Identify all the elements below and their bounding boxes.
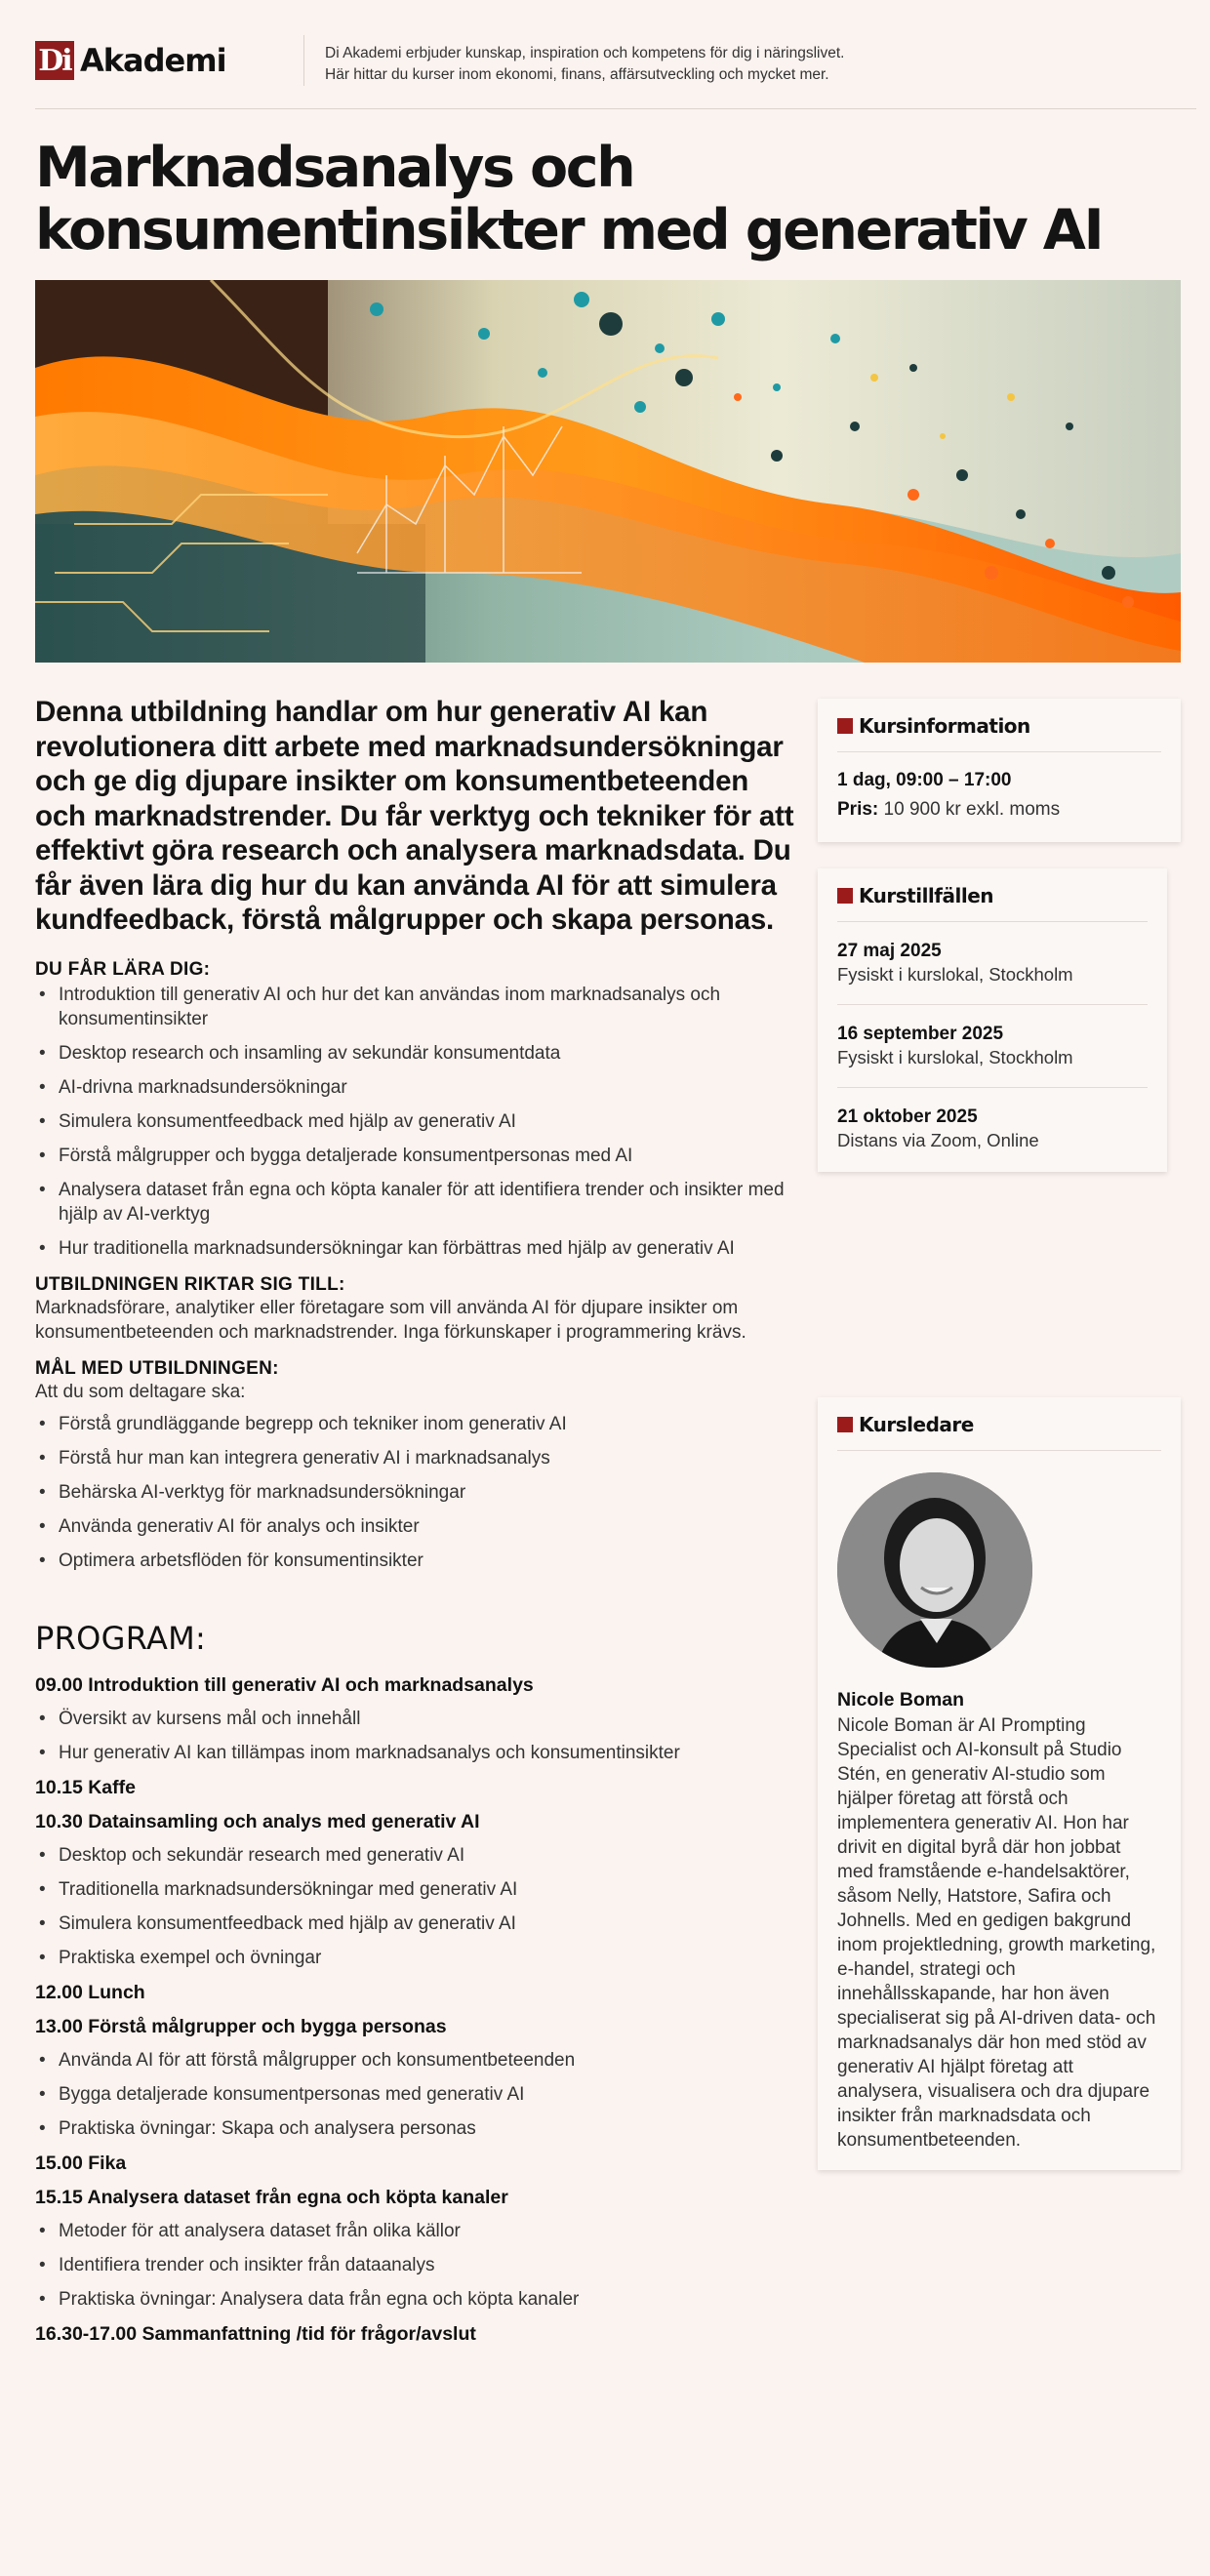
list-item: • Hur generativ AI kan tillämpas inom marknadsanalys och konsumentinsikter — [35, 1741, 796, 1765]
program-title: PROGRAM: — [35, 1619, 207, 1657]
program-block — [35, 1982, 796, 2004]
program-block — [35, 2187, 796, 2312]
occasion-item[interactable] — [837, 1005, 1148, 1088]
program-block — [35, 2153, 796, 2175]
occasion-date: 27 maj 2025 — [837, 941, 942, 961]
program-time-heading: 13.00 Förstå målgrupper och bygga personas — [35, 2015, 447, 2037]
program-time-heading: 10.30 Datainsamling och analys med generativ AI — [35, 1810, 480, 1832]
header-tagline — [325, 43, 844, 86]
program-time-heading: 15.15 Analysera dataset från egna och köpta kanaler — [35, 2186, 508, 2208]
occasion-date: 16 september 2025 — [837, 1024, 1004, 1044]
audience-heading: UTBILDNINGEN RIKTAR SIG TILL: — [35, 1273, 345, 1295]
list-item: • Förstå grundläggande begrepp och tekniker inom generativ AI — [35, 1412, 796, 1436]
list-item: • AI-drivna marknadsundersökningar — [35, 1075, 796, 1100]
program-time-heading: 12.00 Lunch — [35, 1981, 145, 2003]
program-block — [35, 1811, 796, 1970]
list-item: • Analysera dataset från egna och köpta kanaler för att identifiera trender och insikter med hjälp av AI-verktyg — [35, 1178, 796, 1227]
audience-text: Marknadsförare, analytiker eller företagare som vill använda AI för djupare insikter om konsumentbeteenden och marknadstrender. Inga förkunskaper i programmering krävs. — [35, 1297, 746, 1343]
program-time-heading: 09.00 Introduktion till generativ AI och marknadsanalys — [35, 1673, 534, 1696]
goals-intro: Att du som deltagare ska: — [35, 1381, 246, 1402]
logo-mark: Di — [35, 41, 74, 80]
course-duration: 1 dag, 09:00 – 17:00 — [837, 770, 1012, 790]
program-block — [35, 1674, 796, 1765]
program-time-heading: 16.30-17.00 Sammanfattning /tid för frågor/avslut — [35, 2322, 476, 2345]
list-item: • Praktiska övningar: Analysera data från egna och köpta kanaler — [35, 2287, 796, 2312]
program-block — [35, 1777, 796, 1799]
card-header — [837, 714, 1161, 752]
list-item: • Introduktion till generativ AI och hur det kan användas inom marknadsanalys och konsumentinsikter — [35, 983, 796, 1031]
list-item: • Simulera konsumentfeedback med hjälp av generativ AI — [35, 1109, 796, 1134]
red-square-icon — [837, 718, 853, 734]
list-item: • Hur traditionella marknadsundersökningar kan förbättras med hjälp av generativ AI — [35, 1236, 796, 1261]
list-item: • Desktop och sekundär research med generativ AI — [35, 1843, 796, 1868]
course-info-card — [818, 699, 1181, 842]
tagline-line-1: Di Akademi erbjuder kunskap, inspiration och kompetens för dig i näringslivet. — [325, 45, 845, 61]
goals-list — [35, 1412, 796, 1573]
course-occasions-card — [818, 868, 1167, 1172]
program-time-heading: 15.00 Fika — [35, 2152, 127, 2174]
card-title: Kursinformation — [859, 714, 1030, 738]
hero-image — [35, 280, 1181, 663]
logo-text: Akademi — [80, 42, 226, 79]
list-item: • Förstå målgrupper och bygga detaljerade konsumentpersonas med AI — [35, 1144, 796, 1168]
course-description — [35, 695, 796, 2357]
list-item: • Använda generativ AI för analys och insikter — [35, 1514, 796, 1539]
occasion-place: Fysiskt i kurslokal, Stockholm — [837, 964, 1073, 985]
learn-heading: DU FÅR LÄRA DIG: — [35, 958, 211, 980]
program-block — [35, 2016, 796, 2141]
list-item: • Simulera konsumentfeedback med hjälp av generativ AI — [35, 1912, 796, 1936]
list-item: • Metoder för att analysera dataset från olika källor — [35, 2219, 796, 2243]
list-item: • Behärska AI-verktyg för marknadsundersökningar — [35, 1480, 796, 1505]
occasion-place: Distans via Zoom, Online — [837, 1130, 1039, 1150]
list-item: • Traditionella marknadsundersökningar med generativ AI — [35, 1877, 796, 1902]
course-leader-card — [818, 1397, 1181, 2170]
occasion-item[interactable] — [837, 922, 1148, 1005]
occasion-item[interactable] — [837, 1088, 1148, 1154]
lead-paragraph: Denna utbildning handlar om hur generativ AI kan revolutionera ditt arbete med marknadsundersökningar och ge dig djupare insikter om konsumentbeteenden och marknadstrender. Du får verktyg och tekniker för att effektivt göra research och analysera marknadsdata. Du får även lära dig hur du kan använda AI för att simulera kundfeedback, förstå målgrupper och skapa personas. — [35, 696, 794, 936]
card-title: Kursledare — [859, 1413, 974, 1436]
site-header — [35, 29, 1196, 109]
program-block — [35, 2323, 796, 2346]
list-item: • Översikt av kursens mål och innehåll — [35, 1707, 796, 1731]
list-item: • Desktop research och insamling av sekundär konsumentdata — [35, 1041, 796, 1066]
list-item: • Optimera arbetsflöden för konsumentinsikter — [35, 1549, 796, 1573]
course-price: Pris: 10 900 kr exkl. moms — [837, 799, 1061, 820]
red-square-icon — [837, 1417, 853, 1432]
page-title: Marknadsanalys och konsumentinsikter med generativ AI — [35, 136, 1103, 262]
list-item: • Förstå hur man kan integrera generativ AI i marknadsanalys — [35, 1446, 796, 1470]
card-header — [837, 1413, 1161, 1451]
list-item: • Praktiska övningar: Skapa och analysera personas — [35, 2116, 796, 2141]
tagline-line-2: Här hittar du kurser inom ekonomi, finans, affärsutveckling och mycket mer. — [325, 66, 829, 83]
goals-heading: MÅL MED UTBILDNINGEN: — [35, 1357, 279, 1379]
leader-name: Nicole Boman — [837, 1689, 965, 1711]
header-divider — [303, 35, 304, 86]
occasion-date: 21 oktober 2025 — [837, 1107, 978, 1127]
card-header — [837, 884, 1148, 922]
list-item: • Praktiska exempel och övningar — [35, 1946, 796, 1970]
program-time-heading: 10.15 Kaffe — [35, 1776, 136, 1798]
leader-avatar — [837, 1472, 1032, 1668]
di-akademi-logo[interactable] — [35, 41, 226, 80]
list-item: • Bygga detaljerade konsumentpersonas med generativ AI — [35, 2082, 796, 2107]
card-title: Kurstillfällen — [859, 884, 993, 907]
list-item: • Använda AI för att förstå målgrupper och konsumentbeteenden — [35, 2048, 796, 2073]
red-square-icon — [837, 888, 853, 904]
learn-list — [35, 983, 796, 1261]
leader-bio: Nicole Boman är AI Prompting Specialist och AI-konsult på Studio Stén, en generativ AI-studio som hjälper företag att förstå och implementera generativ AI. Hon har drivit en digital byrå där hon jobbat med framstående e-handelsaktörer, såsom Nelly, Hatstore, Safira och Johnells. Med en gedigen bakgrund inom projektledning, growth marketing, e-handel, strategi och innehållsskapande, har hon även specialiserat sig på AI-driven data- och marknadsanalys där hon med stöd av generativ AI hjälpt företag att analysera, visualisera och dra djupare insikter från marknadsdata och konsumentbeteenden. — [837, 1715, 1156, 2151]
list-item: • Identifiera trender och insikter från dataanalys — [35, 2253, 796, 2277]
occasion-place: Fysiskt i kurslokal, Stockholm — [837, 1047, 1073, 1067]
